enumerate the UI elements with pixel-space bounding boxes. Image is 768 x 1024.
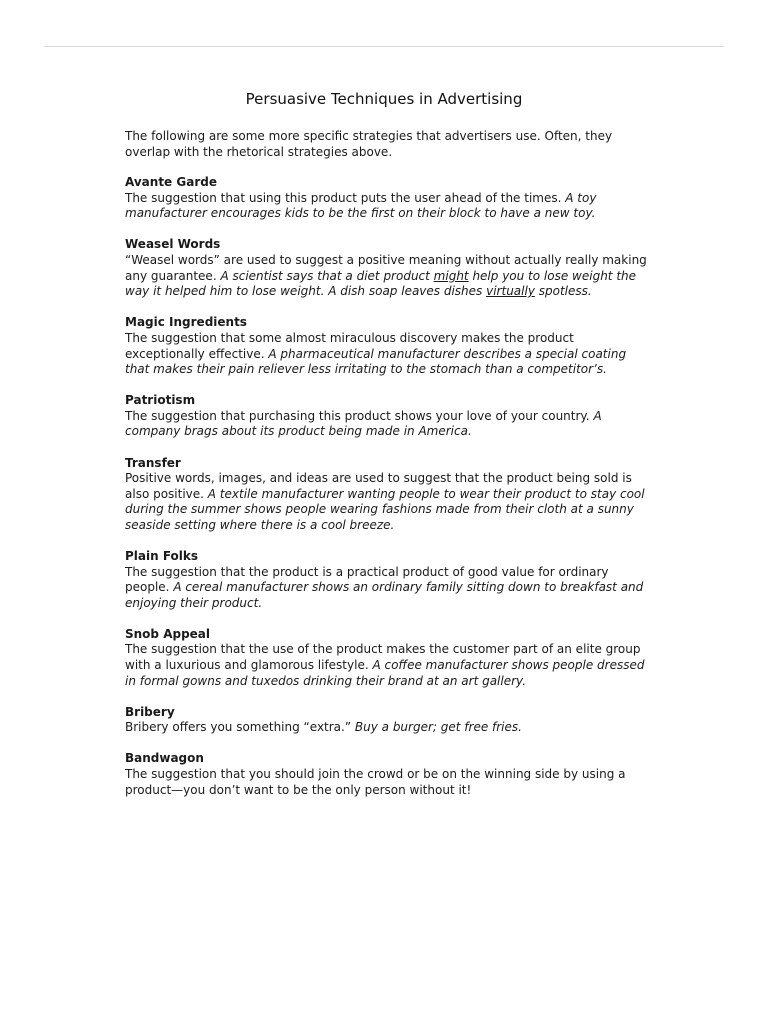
underlined-word: virtually: [486, 284, 535, 299]
section-heading: Weasel Words: [125, 237, 221, 252]
top-divider: [44, 46, 724, 47]
section-heading: Plain Folks: [125, 548, 199, 563]
section-example: A pharmaceutical manufacturer describes a special coating that makes their pain reliever less irritating to the stomach than a competitor’s.: [125, 346, 627, 377]
page-title: Persuasive Techniques in Advertising: [245, 90, 523, 108]
section-example: A cereal manufacturer shows an ordinary family sitting down to breakfast and enjoying their product.: [125, 580, 644, 610]
section-description: The suggestion that the use of the product makes the customer part of an elite group with a luxurious and glamorous lifestyle.: [125, 642, 641, 673]
section-plain-folks: [125, 549, 650, 611]
section-body: [125, 767, 650, 798]
section-heading: Bribery: [125, 704, 175, 719]
section-heading: Magic Ingredients: [125, 315, 247, 330]
section-bribery: [125, 705, 650, 736]
underlined-word: might: [433, 268, 469, 283]
section-description: “Weasel words” are used to suggest a positive meaning without actually really making any guarantee.: [125, 253, 647, 283]
section-body: [125, 565, 650, 612]
section-description: The suggestion that using this product puts the user ahead of the times.: [125, 190, 566, 205]
section-example: A company brags about its product being made in America.: [125, 408, 602, 439]
section-description: The suggestion that the product is a practical product of good value for ordinary people.: [125, 564, 609, 595]
section-body: [125, 720, 650, 736]
section-description: The suggestion that purchasing this product shows your love of your country.: [125, 408, 594, 423]
section-heading: Bandwagon: [125, 751, 204, 766]
section-body: [125, 253, 650, 300]
section-body: [125, 471, 650, 533]
section-body: [125, 642, 650, 689]
section-body: [125, 331, 650, 378]
section-body: [125, 191, 650, 222]
section-example: A textile manufacturer wanting people to wear their product to stay cool during the summer shows people wearing fashions made from their cloth at a sunny seaside setting where there is a cool breeze.: [125, 486, 645, 532]
section-patriotism: [125, 393, 650, 440]
section-avante-garde: [125, 175, 650, 222]
example-text: A scientist says that a diet product: [220, 268, 434, 283]
section-description: Bribery offers you something “extra.”: [125, 720, 355, 735]
section-example: A coffee manufacturer shows people dressed in formal gowns and tuxedos drinking their brand at an art gallery.: [125, 658, 645, 688]
section-example: A toy manufacturer encourages kids to be the first on their block to have a new toy.: [125, 190, 597, 221]
section-snob-appeal: [125, 627, 650, 689]
section-description: The suggestion that you should join the crowd or be on the winning side by using a product—you don’t want to be the only person without it!: [125, 767, 626, 797]
example-text: help you to lose weight the way it helped him to lose weight. A dish soap leaves dishes: [125, 268, 637, 299]
section-description: Positive words, images, and ideas are used to suggest that the product being sold is also positive.: [125, 471, 632, 501]
document-body: [125, 129, 650, 814]
section-bandwagon: [125, 751, 650, 798]
section-transfer: [125, 456, 650, 534]
intro-paragraph: The following are some more specific strategies that advertisers use. Often, they overlap with the rhetorical strategies above.: [125, 129, 613, 159]
section-heading: Snob Appeal: [125, 626, 211, 641]
section-magic-ingredients: [125, 315, 650, 377]
section-example: Buy a burger; get free fries.: [354, 720, 522, 735]
section-heading: Transfer: [125, 455, 181, 470]
section-body: [125, 409, 650, 440]
section-heading: Patriotism: [125, 393, 196, 408]
section-weasel-words: [125, 237, 650, 299]
example-text: spotless.: [534, 284, 592, 299]
section-description: The suggestion that some almost miraculous discovery makes the product exceptionally effective.: [125, 330, 574, 361]
section-heading: Avante Garde: [125, 175, 217, 190]
